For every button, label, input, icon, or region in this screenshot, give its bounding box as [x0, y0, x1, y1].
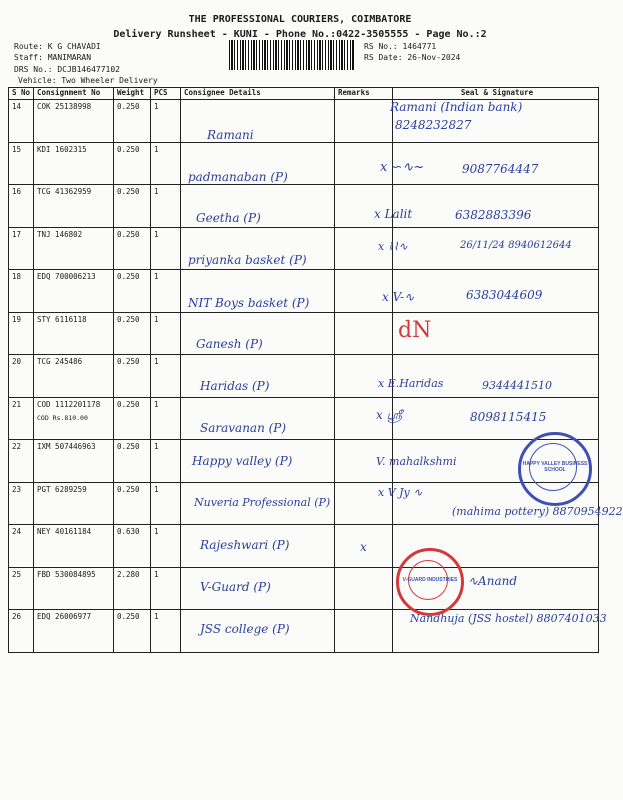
- row-remarks: [335, 610, 393, 653]
- table-row: [9, 525, 599, 568]
- row-pcs: 1: [151, 440, 181, 483]
- col-weight: Weight: [114, 88, 151, 100]
- row-weight: 0.250: [114, 610, 151, 653]
- cod-amount: COD Rs.810.00: [37, 413, 88, 422]
- row-weight: 0.250: [114, 142, 151, 185]
- hw-signature-mark: x Lalit: [374, 207, 413, 221]
- row-weight: 0.250: [114, 355, 151, 398]
- hw-consignee: Saravanan (P): [200, 421, 287, 435]
- row-pcs: 1: [151, 185, 181, 228]
- happy-valley-stamp: [518, 432, 592, 506]
- rs-number: RS No.: 1464771: [364, 42, 437, 51]
- hw-consignee: V-Guard (P): [200, 580, 271, 594]
- row-weight: 2.280: [114, 567, 151, 610]
- row-sno: 15: [9, 142, 34, 185]
- row-remarks: [335, 567, 393, 610]
- col-pcs: PCS: [151, 88, 181, 100]
- row-pcs: 1: [151, 142, 181, 185]
- staff-label: Staff: MANIMARAN: [14, 53, 92, 62]
- hw-phone: 26/11/24 8940612644: [460, 240, 572, 251]
- row-consignment: TCG 245486: [34, 355, 114, 398]
- hw-phone: 9344441510: [482, 379, 552, 392]
- table-row: [9, 440, 599, 483]
- col-consignment: Consignment No: [34, 88, 114, 100]
- vehicle-label: Vehicle: Two Wheeler Delivery: [18, 76, 158, 85]
- row-sno: 23: [9, 482, 34, 525]
- hw-phone: 8098115415: [470, 410, 547, 424]
- hw-consignee: NIT Boys basket (P): [188, 296, 310, 310]
- hw-signature-mark: x ஸ்ரீ: [376, 408, 403, 422]
- hw-consignee: priyanka basket (P): [188, 253, 307, 267]
- row-consignment: TNJ 146802: [34, 227, 114, 270]
- row-sno: 16: [9, 185, 34, 228]
- row-weight: 0.250: [114, 397, 151, 440]
- happy-valley-stamp-text: HAPPY VALLEY BUSINESS SCHOOL: [522, 461, 588, 473]
- hw-signature-mark: x E.Haridas: [378, 377, 444, 390]
- hw-consignee: Nuveria Professional (P): [194, 496, 331, 509]
- row-pcs: 1: [151, 227, 181, 270]
- row-weight: 0.630: [114, 525, 151, 568]
- table-header-row: [9, 88, 599, 100]
- col-consignee: Consignee Details: [181, 88, 335, 100]
- row-pcs: 1: [151, 355, 181, 398]
- row-pcs: 1: [151, 567, 181, 610]
- row-weight: 0.250: [114, 185, 151, 228]
- company-name: THE PROFESSIONAL COURIERS, COIMBATORE: [188, 14, 412, 25]
- row-sno: 21: [9, 397, 34, 440]
- row-consignment-text: COD 1112201178: [37, 399, 101, 409]
- row-consignment: [34, 397, 114, 440]
- row-sno: 20: [9, 355, 34, 398]
- hw-signature-mark: x V Jy ∿: [378, 486, 423, 499]
- hw-consignee: padmanaban (P): [188, 170, 288, 184]
- hw-signature-mark: x V-∿: [382, 290, 415, 304]
- hw-consignee: Ganesh (P): [196, 337, 263, 351]
- row-consignment: COK 25138998: [34, 100, 114, 143]
- hw-signature: V. mahalkshmi: [376, 455, 457, 468]
- row-sno: 26: [9, 610, 34, 653]
- route-label: Route: K G CHAVADI: [14, 42, 101, 51]
- row-consignment: FBD 530084895: [34, 567, 114, 610]
- row-pcs: 1: [151, 397, 181, 440]
- hw-cross-mark: x: [360, 540, 367, 554]
- row-consignment: NEY 40161184: [34, 525, 114, 568]
- row-consignment: TCG 41362959: [34, 185, 114, 228]
- row-sno: 22: [9, 440, 34, 483]
- row-weight: 0.250: [114, 100, 151, 143]
- row-remarks: [335, 100, 393, 143]
- rs-date: RS Date: 26-Nov-2024: [364, 53, 461, 62]
- vguard-stamp-text: V-GUARD INDUSTRIES: [402, 577, 458, 583]
- hw-signature-mark: x ∽∿~: [380, 160, 425, 175]
- row-consignment: EDQ 700006213: [34, 270, 114, 313]
- row-consignment: STY 6116118: [34, 312, 114, 355]
- row-pcs: 1: [151, 100, 181, 143]
- row-sno: 17: [9, 227, 34, 270]
- hw-phone: 9087764447: [462, 162, 539, 176]
- row-consignment: EDQ 26006977: [34, 610, 114, 653]
- table-body: [9, 100, 599, 653]
- row-consignment: IXM 507446963: [34, 440, 114, 483]
- col-remarks: Remarks: [335, 88, 393, 100]
- barcode: [229, 40, 355, 70]
- row-sno: 18: [9, 270, 34, 313]
- hw-signature: Ramani (Indian bank): [390, 100, 523, 114]
- row-weight: 0.250: [114, 440, 151, 483]
- row-sno: 19: [9, 312, 34, 355]
- hw-consignee: JSS college (P): [200, 622, 290, 636]
- hw-consignee: Rajeshwari (P): [200, 538, 290, 552]
- row-weight: 0.250: [114, 312, 151, 355]
- hw-signature-ref: (mahima pottery) 8870954922: [452, 505, 623, 518]
- row-pcs: 1: [151, 525, 181, 568]
- row-pcs: 1: [151, 482, 181, 525]
- hw-signature: Nandhuja (JSS hostel) 8807401033: [410, 612, 607, 625]
- row-remarks: [335, 312, 393, 355]
- runsheet-subtitle: Delivery Runsheet - KUNI - Phone No.:0422-3505555 - Page No.:2: [113, 29, 487, 40]
- col-signature: Seal & Signature: [393, 88, 599, 100]
- hw-red-mark: dN: [398, 318, 432, 343]
- hw-phone: 6382883396: [455, 208, 532, 222]
- vguard-stamp: [396, 548, 464, 616]
- row-sno: 14: [9, 100, 34, 143]
- row-consignment: KDI 1602315: [34, 142, 114, 185]
- row-remarks: [335, 355, 393, 398]
- row-sno: 24: [9, 525, 34, 568]
- col-sno: S No: [9, 88, 34, 100]
- row-pcs: 1: [151, 312, 181, 355]
- row-weight: 0.250: [114, 227, 151, 270]
- row-consignment: PGT 6289259: [34, 482, 114, 525]
- drs-number: DRS No.: DCJB146477102: [14, 65, 120, 74]
- table-row: [9, 312, 599, 355]
- hw-consignee: Happy valley (P): [192, 454, 293, 468]
- hw-consignee: Haridas (P): [200, 379, 270, 393]
- hw-consignee: Ramani: [207, 128, 254, 142]
- hw-signature-mark: ∿Anand: [468, 574, 518, 588]
- hw-consignee: Geetha (P): [196, 211, 261, 225]
- row-sno: 25: [9, 567, 34, 610]
- row-pcs: 1: [151, 610, 181, 653]
- row-pcs: 1: [151, 270, 181, 313]
- row-weight: 0.250: [114, 482, 151, 525]
- hw-signature-mark: x ⌇⌇∿: [378, 240, 408, 253]
- hw-phone: 6383044609: [466, 288, 543, 302]
- hw-phone: 8248232827: [395, 118, 472, 132]
- row-consignee: [181, 100, 335, 143]
- row-weight: 0.250: [114, 270, 151, 313]
